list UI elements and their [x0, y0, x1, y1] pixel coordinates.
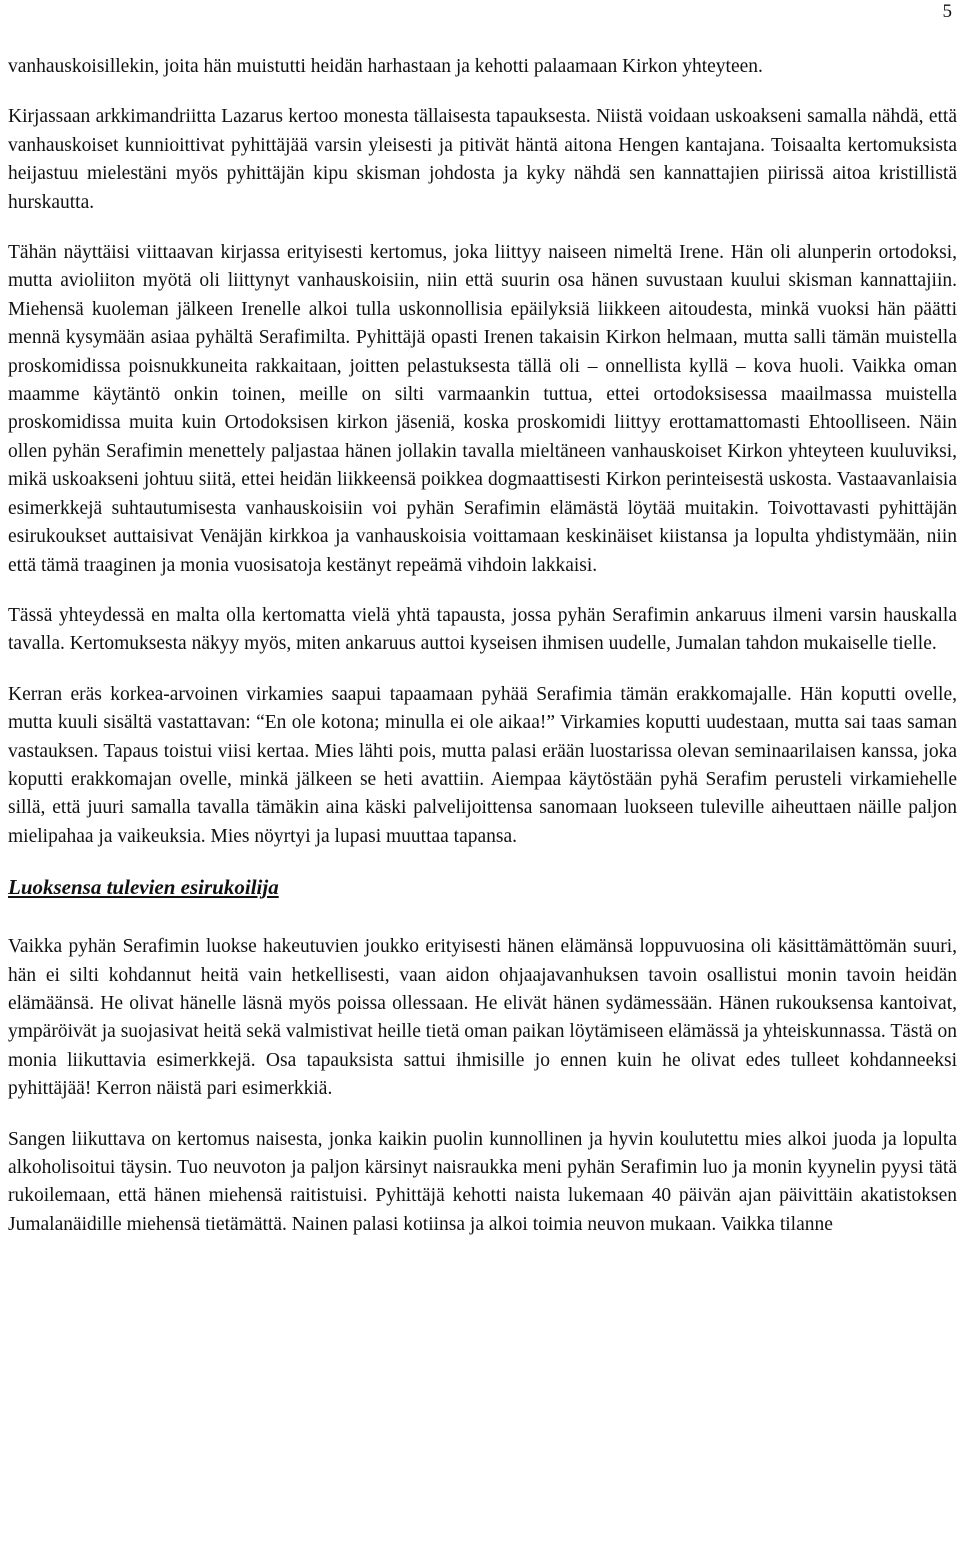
document-body [8, 53, 957, 1261]
paragraph-1: vanhauskoisillekin, joita hän muistutti heidän harhastaan ja kehotti palaamaan Kirkon yhteyteen. [8, 56, 763, 77]
section-heading: Luoksensa tulevien esirukoilija [8, 875, 279, 900]
paragraph-4: Tässä yhteydessä en malta olla kertomatta vielä yhtä tapausta, jossa pyhän Serafimin ankaruus ilmeni varsin hauskalla tavalla. Kertomuksesta näkyy myös, miten ankaruus auttoi kyseisen ihmisen uudelle, Jumalan tahdon mukaiselle tielle. [8, 604, 957, 655]
paragraph-3: Tähän näyttäisi viittaavan kirjassa erityisesti kertomus, joka liittyy naiseen nimeltä Irene. Hän oli alunperin ortodoksi, mutta avioliiton myötä oli liittynyt vanhauskoisiin, niin että suurin osa hänen suvustaan kuului skisman kannattajiin. Miehensä kuoleman jälkeen Irenelle alkoi tulla uskonnollisia epäilyksiä liikkeen aitoudesta, minkä vuoksi hän päätti mennä kysymään asiaa pyhältä Serafimilta. Pyhittäjä opasti Irenen takaisin Kirkon helmaan, mutta salli tämän muistella proskomidissa poisnukkuneita rakkaitaan, joitten pelastuksesta tällä oli – onnellista kyllä – kova huoli. Vaikka oman maamme käytäntö onkin toinen, meille on silti varmaankin tuttua, ettei ortodoksisessa maailmassa muistella proskomidissa muita kuin Ortodoksisen kirkon jäseniä, koska proskomidi liittyy erottamattomasti Ehtoolliseen. Näin ollen pyhän Serafimin menettely paljastaa hänen jollakin tavalla mieltäneen vanhauskoiset Kirkon yhteyteen kuuluviksi, mikä uskoakseni johtuu siitä, ettei heidän liikkeensä poikkea dogmaattisesti Kirkon perinteisestä uskosta. Vastaavanlaisia esimerkkejä suhtautumisesta vanhauskoisiin voi pyhän Serafimin elämästä löytää muitakin. Toivottavasti pyhittäjän esirukoukset auttaisivat Venäjän kirkkoa ja vanhauskoisia voittamaan keskinäiset kiistansa ja lopulta yhdistymään, niin että tämä traaginen ja monia vuosisatoja kestänyt repeämä vihdoin lakkaisi. [8, 242, 957, 576]
page-number: 5 [942, 1, 952, 22]
section-paragraph-2: Sangen liikuttava on kertomus naisesta, jonka kaikin puolin kunnollinen ja hyvin koulutettu mies alkoi juoda ja lopulta alkoholisoitui täysin. Tuo neuvoton ja paljon kärsinyt naisraukka meni pyhän Serafimin luo ja monin kyynelin pyysi tätä rukoilemaan, että hänen miehensä raitistuisi. Pyhittäjä kehotti naista lukemaan 40 päivän ajan päivittäin akatistoksen Jumalanäidille miehensä tietämättä. Nainen palasi kotiinsa ja alkoi toimia neuvon mukaan. Vaikka tilanne [8, 1128, 957, 1235]
section-paragraph-1: Vaikka pyhän Serafimin luokse hakeutuvien joukko erityisesti hänen elämänsä loppuvuosina oli käsittämättömän suuri, hän ei silti kohdannut heitä vain hetkellisesti, vaan aidon ohjaajavanhuksen tavoin osallistui monin tavoin heidän elämäänsä. He olivat hänelle läsnä myös poissa ollessaan. He elivät hänen sydämessään. Hänen rukouksensa kantoivat, ympäröivät ja suojasivat heitä sekä valmistivat heille tietä oman paikan löytämiseen elämässä ja yhteiskunnassa. Tästä on monia liikuttavia esimerkkejä. Osa tapauksista sattui ihmisille jo ennen kuin he olivat edes tulleet kohdanneeksi pyhittäjää! Kerron näistä pari esimerkkiä. [8, 936, 957, 1100]
paragraph-2: Kirjassaan arkkimandriitta Lazarus kertoo monesta tällaisesta tapauksesta. Niistä voidaan uskoakseni samalla nähdä, että vanhauskoiset kunnioittivat pyhittäjää varsin yleisesti ja pitivät häntä aitona Hengen kantajana. Toisaalta kertomuksista heijastuu mielestäni myös pyhittäjän kipu skisman johdosta ja kyky nähdä sen kannattajien piirissä aitoa kristillistä hurskautta. [8, 106, 957, 213]
paragraph-5: Kerran eräs korkea-arvoinen virkamies saapui tapaamaan pyhää Serafimia tämän erakkomajalle. Hän koputti ovelle, mutta kuuli sisältä vastattavan: “En ole kotona; minulla ei ole aikaa!” Virkamies koputti uudestaan, mutta sai taas saman vastauksen. Tapaus toistui viisi kertaa. Mies lähti pois, mutta palasi erään luostarissa olevan seminaarilaisen kanssa, joka koputti erakkomajan ovelle, minkä jälkeen se heti avattiin. Aiempaa käytöstään pyhä Serafim perusteli virkamiehelle sillä, että juuri samalla tavalla tämäkin aina käski palvelijoittensa sanomaan luokseen tuleville aiheuttaen näille paljon mielipahaa ja vaikeuksia. Mies nöyrtyi ja lupasi muuttaa tapansa. [8, 683, 957, 847]
